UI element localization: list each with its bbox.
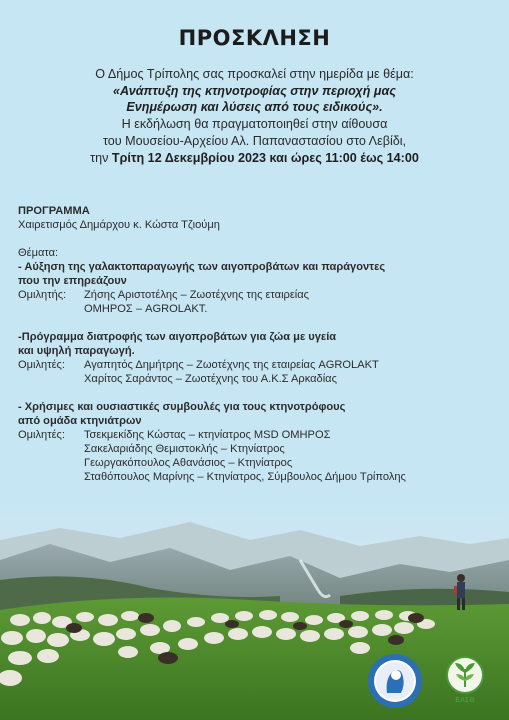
page-title: ΠΡΟΣΚΛΗΣΗ	[178, 26, 331, 50]
intro-block	[10, 66, 499, 166]
topic-title: - Αύξηση της γαλακτοπαραγωγής των αιγοπροβάτων και παράγοντες	[18, 261, 386, 273]
speakers	[18, 288, 498, 316]
event-date: Τρίτη 12 Δεκεμβρίου 2023 και ώρες 11:00 έως 14:00	[111, 150, 419, 165]
speaker: Σταθόπουλος Μαρίνης – Κτηνίατρος, Σύμβουλος Δήμου Τρίπολης	[84, 471, 406, 483]
topic-title: - Χρήσιμες και ουσιαστικές συμβουλές για τους κτηνοτρόφους	[18, 401, 346, 413]
speakers	[18, 358, 498, 386]
speaker: Γεωργακόπουλος Αθανάσιος – Κτηνίατρος	[84, 457, 293, 469]
program-heading: ΠΡΟΓΡΑΜΜΑ	[18, 205, 90, 217]
intro-line: Ο Δήμος Τρίπολης σας προσκαλεί στην ημερίδα με θέμα:	[95, 67, 414, 81]
municipality-logo	[367, 653, 423, 709]
speaker: Τσεκμεκίδης Κώστας – κτηνίατρος MSD ΟΜΗΡΟΣ	[84, 429, 331, 441]
program-block	[18, 204, 498, 512]
date-prefix: την	[90, 150, 112, 165]
topics-label: Θέματα:	[18, 247, 59, 259]
union-logo	[445, 655, 485, 705]
theme-line: «Ανάπτυξη της κτηνοτροφίας στην περιοχή μας	[112, 83, 397, 98]
speakers-label: Ομιλητής:	[18, 289, 67, 301]
topic-title: και υψηλή παραγωγή.	[18, 345, 135, 357]
speaker: Αγαπητός Δημήτρης – Ζωοτέχνης της εταιρείας AGROLAKT	[84, 359, 379, 371]
theme-line: Ενημέρωση και λύσεις από τους ειδικούς».	[126, 100, 383, 115]
mountain-pasture-image	[0, 500, 509, 720]
speakers-label: Ομιλητές:	[18, 429, 65, 441]
speakers-label: Ομιλητές:	[18, 359, 65, 371]
topic-title: -Πρόγραμμα διατροφής των αιγοπροβάτων για ζώα με υγεία	[18, 331, 337, 343]
topic-title: που την επηρεάζουν	[18, 275, 127, 287]
speaker: Σακελαριάδης Θεμιστοκλής – Κτηνίατρος	[84, 443, 285, 455]
venue-line: Η εκδήλωση θα πραγματοποιηθεί στην αίθουσα	[121, 117, 388, 132]
speaker: ΟΜΗΡΟΣ – AGROLAKT.	[84, 303, 208, 315]
union-logo-text: ΕΑΣΘ	[455, 697, 475, 704]
speaker: Χαρίτος Σαράντος – Ζωοτέχνης του Α.Κ.Σ Αρκαδίας	[84, 373, 337, 385]
speakers	[18, 428, 498, 484]
speaker: Ζήσης Αριστοτέλης – Ζωοτέχνης της εταιρείας	[84, 289, 310, 301]
greeting: Χαιρετισμός Δημάρχου κ. Κώστα Τζιούμη	[18, 219, 220, 231]
venue-line: του Μουσείου-Αρχείου Αλ. Παπαναστασίου στο Λεβίδι,	[102, 133, 407, 148]
topic-title: από ομάδα κτηνιάτρων	[18, 415, 142, 427]
date-line	[10, 150, 499, 167]
